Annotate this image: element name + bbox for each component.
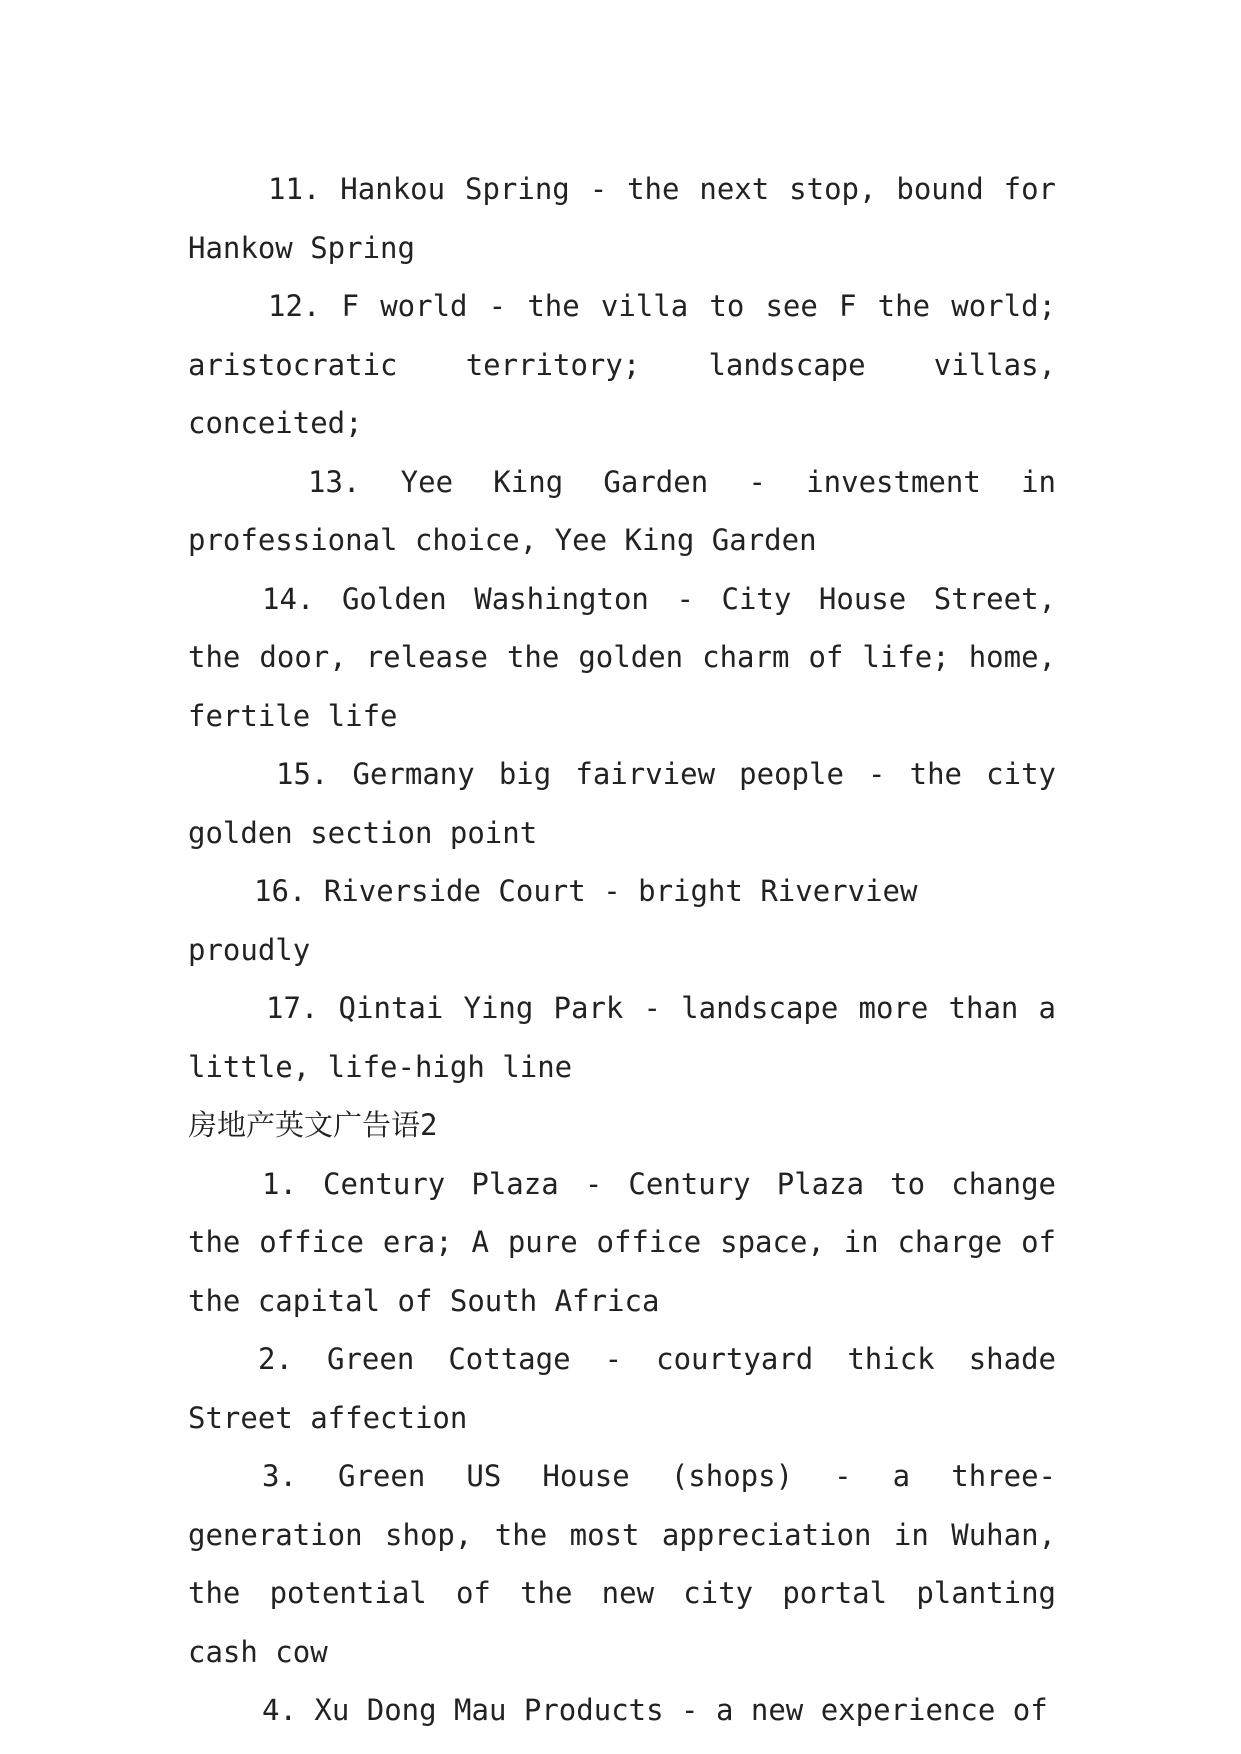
paragraph-15: 15. Germany big fairview people - the city golden section point [188,757,1056,850]
paragraph-13: 13. Yee King Garden - investment in professional choice, Yee King Garden [188,464,1056,557]
paragraph-12: 12. F world - the villa to see F the world; aristocratic territory; landscape villas, conceited; [188,289,1056,440]
paragraph-2-4: 4. Xu Dong Mau Products - a new experience of [262,1693,1048,1727]
paragraph-17: 17. Qintai Ying Park - landscape more than a little, life-high line [188,991,1056,1084]
document-body [188,160,1056,1740]
paragraph-16: 16. Riverside Court - bright Riverview proudly [188,874,918,967]
paragraph-14: 14. Golden Washington - City House Street, the door, release the golden charm of life; home, fertile life [188,581,1056,733]
paragraph-2-1: 1. Century Plaza - Century Plaza to change the office era; A pure office space, in charge of the capital of South Africa [188,1166,1056,1318]
paragraph-11: 11. Hankou Spring - the next stop, bound for Hankow Spring [188,172,1056,265]
paragraph-2-2: 2. Green Cottage - courtyard thick shade Street affection [188,1342,1056,1435]
section-heading: 房地产英文广告语2 [188,1108,438,1142]
paragraph-2-3: 3. Green US House (shops) - a three-generation shop, the most appreciation in Wuhan, the potential of the new city portal planting cash cow [188,1459,1056,1669]
